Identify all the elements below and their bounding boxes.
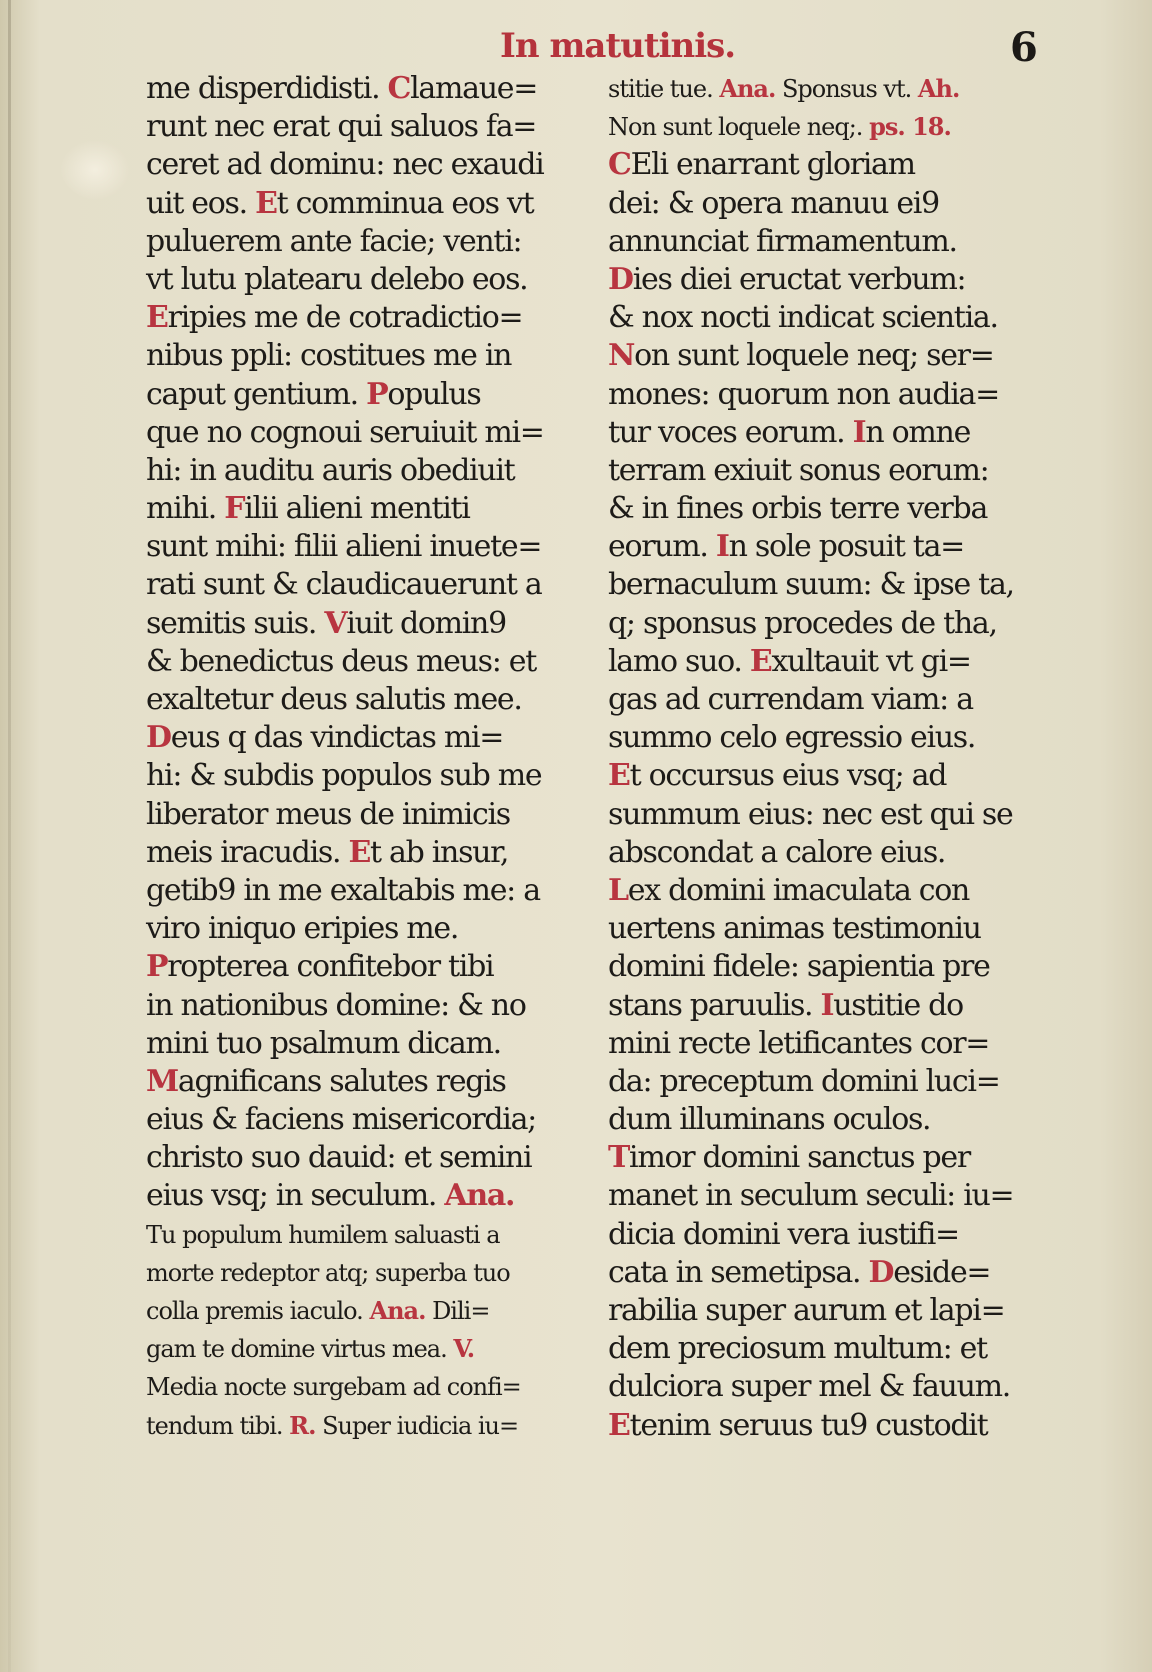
rubric-text: E bbox=[255, 185, 277, 221]
text-line bbox=[608, 299, 1038, 337]
body-text: imor domini sanctus per bbox=[629, 1140, 970, 1176]
body-text: mini recte letificantes cor= bbox=[608, 1025, 990, 1061]
body-text: colla premis iaculo. bbox=[146, 1297, 370, 1325]
body-text: da: preceptum domini luci= bbox=[608, 1063, 1000, 1099]
text-line bbox=[146, 261, 576, 299]
body-text: n omne bbox=[865, 414, 971, 450]
body-text: caput gentium. bbox=[146, 376, 367, 412]
body-text: summo celo egressio eius. bbox=[608, 720, 976, 756]
rubric-text: N bbox=[608, 338, 635, 374]
body-text: gas ad currendam viam: a bbox=[608, 682, 973, 717]
body-text: uertens animas testimoniu bbox=[608, 911, 981, 947]
body-text: Eli enarrant gloriam bbox=[630, 147, 915, 183]
body-text: dei: & opera manuu ei9 bbox=[608, 185, 939, 221]
body-text: dum illuminans oculos. bbox=[608, 1102, 931, 1138]
folio-number: 6 bbox=[1010, 24, 1038, 71]
rubric-text: C bbox=[387, 71, 411, 106]
body-text: q; sponsus procedes de tha, bbox=[608, 605, 997, 641]
body-text: lamo suo. bbox=[608, 643, 750, 679]
text-line bbox=[146, 757, 576, 795]
body-text: uit eos. bbox=[146, 185, 256, 221]
rubric-text: V. bbox=[453, 1334, 475, 1364]
text-line bbox=[146, 910, 576, 948]
text-line bbox=[608, 70, 1038, 108]
text-line bbox=[608, 376, 1038, 414]
body-text: eside= bbox=[893, 1254, 991, 1290]
text-line bbox=[608, 261, 1038, 299]
body-text: meis iracudis. bbox=[146, 834, 349, 870]
body-text: cata in semetipsa. bbox=[608, 1254, 869, 1290]
text-line bbox=[146, 948, 576, 986]
rubric-text: E bbox=[749, 643, 772, 679]
body-text: ripies me de cotradictio= bbox=[167, 300, 523, 336]
body-text: que no cognoui seruiuit mi= bbox=[146, 414, 544, 450]
text-line bbox=[146, 1254, 576, 1292]
text-line bbox=[608, 1254, 1038, 1292]
text-line bbox=[146, 1407, 576, 1445]
rubric-text: P bbox=[366, 376, 388, 412]
text-line bbox=[608, 910, 1038, 948]
text-line bbox=[608, 1292, 1038, 1330]
body-text: n sole posuit ta= bbox=[728, 529, 964, 565]
body-text: tur voces eorum. bbox=[608, 414, 853, 450]
body-text: tendum tibi. bbox=[146, 1411, 290, 1440]
text-line bbox=[146, 1025, 576, 1063]
text-line bbox=[608, 987, 1038, 1025]
running-header bbox=[500, 22, 1060, 72]
text-line bbox=[146, 605, 576, 643]
rubric-text: Ah. bbox=[917, 74, 960, 103]
body-text: eus q das vindictas mi= bbox=[170, 720, 504, 756]
rubric-text: D bbox=[146, 720, 171, 756]
rubric-text: ps. 18. bbox=[869, 112, 951, 142]
header-title: In matutinis. bbox=[500, 26, 736, 66]
rubric-text: F bbox=[224, 491, 245, 527]
rubric-text: E bbox=[608, 1407, 630, 1443]
body-text: eius & faciens misericordia; bbox=[146, 1102, 536, 1138]
rubric-text: R. bbox=[289, 1410, 316, 1440]
body-text: runt nec erat qui saluos fa= bbox=[146, 109, 537, 145]
text-line bbox=[608, 872, 1038, 910]
body-text: eius vsq; in seculum. bbox=[146, 1178, 445, 1214]
body-text: me disperdidisti. bbox=[146, 71, 388, 106]
body-text: & benedictus deus meus: et bbox=[146, 643, 536, 679]
body-text: opulus bbox=[387, 376, 481, 412]
text-line bbox=[146, 1177, 576, 1215]
body-text: Dili= bbox=[425, 1297, 490, 1325]
text-line bbox=[608, 1407, 1038, 1445]
text-line bbox=[608, 528, 1038, 566]
text-line bbox=[608, 185, 1038, 223]
body-text: dem preciosum multum: et bbox=[608, 1331, 987, 1367]
rubric-text: Ana. bbox=[444, 1178, 515, 1214]
text-line bbox=[146, 1139, 576, 1177]
text-line bbox=[608, 948, 1038, 986]
page-edge-shadow bbox=[8, 0, 11, 1672]
text-line bbox=[146, 299, 576, 337]
body-text: terram exiuit sonus eorum: bbox=[608, 452, 989, 488]
body-text: sunt mihi: filii alieni inuete= bbox=[146, 529, 542, 565]
body-text: ex domini imaculata con bbox=[627, 872, 970, 908]
body-text: eorum. bbox=[608, 529, 716, 565]
text-line bbox=[608, 1063, 1038, 1101]
body-text: liberator meus de inimicis bbox=[146, 796, 510, 832]
body-text: domini fidele: sapientia pre bbox=[608, 949, 990, 985]
text-line bbox=[146, 414, 576, 452]
body-text: dulciora super mel & fauum. bbox=[608, 1369, 1010, 1405]
rubric-text: L bbox=[608, 872, 628, 908]
body-text: ustitie do bbox=[833, 987, 963, 1023]
body-text: iuit domin9 bbox=[346, 605, 506, 641]
body-text: & nox nocti indicat scientia. bbox=[608, 300, 998, 336]
text-line bbox=[146, 1292, 576, 1330]
text-line bbox=[608, 1101, 1038, 1139]
body-text: summum eius: nec est qui se bbox=[608, 796, 1013, 832]
body-text: mini tuo psalmum dicam. bbox=[146, 1025, 501, 1061]
body-text: viro iniquo eripies me. bbox=[146, 911, 459, 947]
body-text: bernaculum suum: & ipse ta, bbox=[608, 567, 1014, 603]
rubric-text: D bbox=[608, 261, 633, 297]
body-text: Non sunt loquele neq;. bbox=[608, 113, 870, 142]
text-line bbox=[146, 643, 576, 681]
rubric-text: I bbox=[852, 414, 866, 450]
body-text: rati sunt & claudicauerunt a bbox=[146, 567, 542, 603]
rubric-text: Ana. bbox=[719, 74, 776, 103]
text-line bbox=[608, 719, 1038, 757]
text-line bbox=[608, 643, 1038, 681]
body-text: vt lutu platearu delebo eos. bbox=[146, 261, 528, 297]
rubric-text: E bbox=[146, 300, 168, 336]
text-line bbox=[608, 490, 1038, 528]
text-line bbox=[608, 681, 1038, 719]
body-text: ilii alieni mentiti bbox=[244, 491, 470, 527]
text-line bbox=[146, 872, 576, 910]
body-text: dicia domini vera iustifi= bbox=[608, 1216, 959, 1252]
text-line bbox=[146, 1216, 576, 1254]
body-text: t comminua eos vt bbox=[276, 185, 534, 221]
body-text: ropterea confitebor tibi bbox=[167, 949, 494, 985]
body-text: hi: & subdis populos sub me bbox=[146, 758, 542, 794]
text-line bbox=[146, 796, 576, 834]
rubric-text: V bbox=[324, 605, 347, 641]
body-text: stans paruulis. bbox=[608, 987, 821, 1023]
text-line bbox=[608, 108, 1038, 146]
body-text: nibus ppli: costitues me in bbox=[146, 338, 512, 374]
text-line bbox=[146, 223, 576, 261]
rubric-text: T bbox=[608, 1140, 630, 1176]
body-text: getib9 in me exaltabis me: a bbox=[146, 872, 540, 908]
body-text: gam te domine virtus mea. bbox=[146, 1335, 454, 1364]
rubric-text: Ana. bbox=[369, 1296, 426, 1325]
body-text: abscondat a calore eius. bbox=[608, 834, 946, 870]
text-line bbox=[146, 337, 576, 375]
body-text: rabilia super aurum et lapi= bbox=[608, 1293, 1005, 1328]
body-text: & in fines orbis terre verba bbox=[608, 491, 988, 527]
text-line bbox=[608, 1330, 1038, 1368]
body-text: christo suo dauid: et semini bbox=[146, 1140, 532, 1176]
text-line bbox=[608, 796, 1038, 834]
body-text: Media nocte surgebam ad confi= bbox=[146, 1373, 521, 1402]
text-line bbox=[608, 1025, 1038, 1063]
text-line bbox=[608, 1368, 1038, 1406]
body-text: exaltetur deus salutis mee. bbox=[146, 682, 522, 717]
text-line bbox=[146, 681, 576, 719]
body-text: lamaue= bbox=[410, 71, 538, 106]
text-line bbox=[146, 70, 576, 108]
text-line bbox=[608, 1177, 1038, 1215]
body-text: morte redeptor atq; superba tuo bbox=[146, 1258, 510, 1287]
text-line bbox=[146, 1101, 576, 1139]
text-line bbox=[146, 834, 576, 872]
text-line bbox=[146, 528, 576, 566]
text-line bbox=[146, 719, 576, 757]
text-line bbox=[146, 1368, 576, 1406]
rubric-text: E bbox=[608, 758, 630, 794]
body-text: t occursus eius vsq; ad bbox=[629, 758, 947, 794]
rubric-text: D bbox=[868, 1254, 894, 1290]
text-line bbox=[608, 566, 1038, 604]
rubric-text: P bbox=[146, 949, 168, 985]
body-text: ceret ad dominu: nec exaudi bbox=[146, 147, 544, 183]
body-text: semitis suis. bbox=[146, 605, 325, 641]
text-line bbox=[146, 452, 576, 490]
body-text: Sponsus vt. bbox=[775, 75, 918, 103]
rubric-text: I bbox=[820, 987, 834, 1023]
rubric-text: E bbox=[348, 834, 371, 870]
rubric-text: C bbox=[608, 147, 631, 183]
body-text: agnificans salutes regis bbox=[177, 1063, 506, 1099]
text-line bbox=[146, 490, 576, 528]
text-line bbox=[608, 1139, 1038, 1177]
text-line bbox=[146, 566, 576, 604]
text-line bbox=[146, 1330, 576, 1368]
text-line bbox=[608, 146, 1038, 184]
rubric-text: M bbox=[146, 1063, 178, 1099]
body-text: annunciat firmamentum. bbox=[608, 223, 957, 259]
text-line bbox=[146, 987, 576, 1025]
text-line bbox=[146, 376, 576, 414]
text-line bbox=[608, 452, 1038, 490]
text-line bbox=[608, 605, 1038, 643]
body-text: t ab insur, bbox=[370, 834, 509, 870]
text-line bbox=[146, 185, 576, 223]
text-line bbox=[608, 757, 1038, 795]
body-text: manet in seculum seculi: iu= bbox=[608, 1178, 1014, 1214]
body-text: in nationibus domine: & no bbox=[146, 987, 526, 1023]
body-text: ies diei eructat verbum: bbox=[632, 261, 966, 297]
right-text-column bbox=[608, 70, 1038, 1445]
body-text: hi: in auditu auris obediuit bbox=[146, 452, 515, 488]
text-line bbox=[146, 1063, 576, 1101]
body-text: Super iudicia iu= bbox=[315, 1411, 519, 1440]
paper-stain bbox=[60, 140, 130, 200]
text-line bbox=[608, 223, 1038, 261]
body-text: puluerem ante facie; venti: bbox=[146, 223, 522, 259]
text-line bbox=[146, 108, 576, 146]
left-text-column bbox=[146, 70, 576, 1445]
body-text: xultauit vt gi= bbox=[771, 643, 971, 679]
text-line bbox=[146, 146, 576, 184]
body-text: stitie tue. bbox=[608, 75, 720, 103]
body-text: Tu populum humilem saluasti a bbox=[146, 1220, 500, 1249]
body-text: mihi. bbox=[146, 491, 225, 527]
body-text: tenim seruus tu9 custodit bbox=[629, 1407, 988, 1443]
text-line bbox=[608, 834, 1038, 872]
body-text: on sunt loquele neq; ser= bbox=[634, 338, 994, 374]
rubric-text: I bbox=[715, 529, 729, 565]
text-line bbox=[608, 414, 1038, 452]
body-text: mones: quorum non audia= bbox=[608, 376, 999, 412]
text-line bbox=[608, 1216, 1038, 1254]
text-line bbox=[608, 337, 1038, 375]
